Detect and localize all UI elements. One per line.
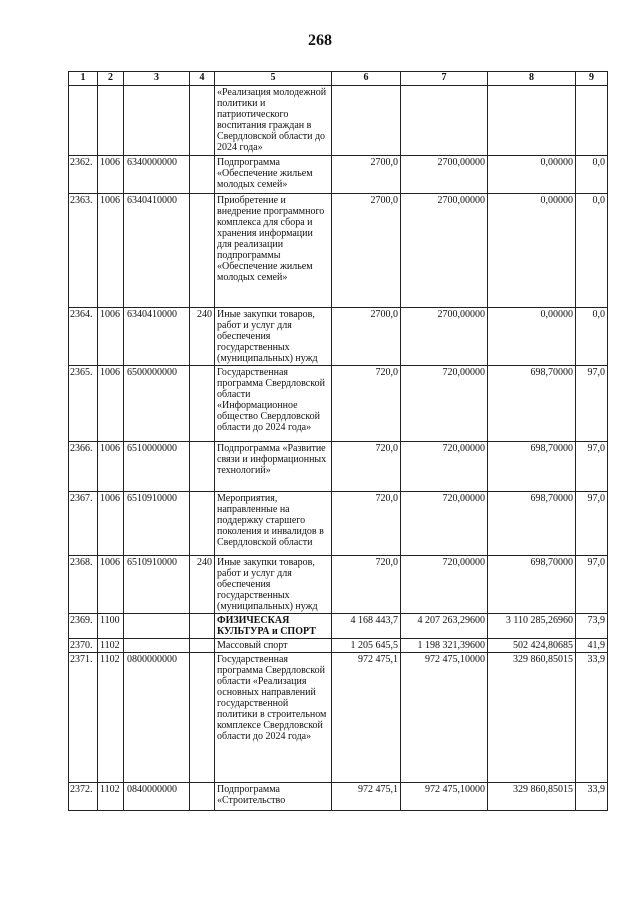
table-row bbox=[69, 653, 608, 783]
cell-plan-amount: 4 168 443,7 bbox=[332, 614, 401, 639]
cell-row-number: 2372. bbox=[69, 783, 98, 811]
cell-approved-amount: 2700,00000 bbox=[401, 308, 488, 366]
cell-expense-type bbox=[190, 653, 215, 783]
table-row bbox=[69, 556, 608, 614]
header-col-2: 2 bbox=[98, 72, 124, 86]
cell-description: Подпрограмма «Обеспечение жильем молодых семей» bbox=[215, 156, 332, 194]
cell-section-code bbox=[98, 86, 124, 156]
cell-description: Приобретение и внедрение программного комплекса для сбора и хранения информации для реализации подпрограммы «Обеспечение жильем молодых семей» bbox=[215, 194, 332, 308]
cell-executed-amount: 502 424,80685 bbox=[488, 639, 576, 653]
header-col-3: 3 bbox=[124, 72, 190, 86]
cell-section-code: 1006 bbox=[98, 492, 124, 556]
header-col-7: 7 bbox=[401, 72, 488, 86]
cell-approved-amount: 720,00000 bbox=[401, 366, 488, 442]
header-col-1: 1 bbox=[69, 72, 98, 86]
table-row bbox=[69, 614, 608, 639]
cell-executed-amount: 0,00000 bbox=[488, 194, 576, 308]
cell-section-code: 1102 bbox=[98, 653, 124, 783]
cell-plan-amount: 2700,0 bbox=[332, 194, 401, 308]
cell-approved-amount bbox=[401, 86, 488, 156]
cell-expense-type bbox=[190, 194, 215, 308]
cell-execution-percent: 73,9 bbox=[576, 614, 608, 639]
cell-executed-amount: 698,70000 bbox=[488, 442, 576, 492]
cell-row-number: 2364. bbox=[69, 308, 98, 366]
cell-target-code: 0840000000 bbox=[124, 783, 190, 811]
cell-description: Государственная программа Свердловской области «Информационное общество Свердловской области до 2024 года» bbox=[215, 366, 332, 442]
cell-execution-percent: 97,0 bbox=[576, 556, 608, 614]
cell-section-code: 1006 bbox=[98, 556, 124, 614]
cell-row-number: 2371. bbox=[69, 653, 98, 783]
table-row bbox=[69, 639, 608, 653]
cell-execution-percent: 0,0 bbox=[576, 194, 608, 308]
cell-execution-percent: 97,0 bbox=[576, 492, 608, 556]
cell-execution-percent bbox=[576, 86, 608, 156]
cell-expense-type bbox=[190, 783, 215, 811]
cell-row-number: 2366. bbox=[69, 442, 98, 492]
cell-section-code: 1006 bbox=[98, 156, 124, 194]
cell-executed-amount: 329 860,85015 bbox=[488, 653, 576, 783]
cell-approved-amount: 2700,00000 bbox=[401, 156, 488, 194]
cell-execution-percent: 33,9 bbox=[576, 653, 608, 783]
cell-executed-amount: 3 110 285,26960 bbox=[488, 614, 576, 639]
cell-section-code: 1102 bbox=[98, 783, 124, 811]
cell-section-code: 1006 bbox=[98, 308, 124, 366]
cell-executed-amount: 698,70000 bbox=[488, 492, 576, 556]
cell-plan-amount: 2700,0 bbox=[332, 156, 401, 194]
table-row bbox=[69, 366, 608, 442]
cell-plan-amount bbox=[332, 86, 401, 156]
cell-execution-percent: 97,0 bbox=[576, 366, 608, 442]
cell-description: Мероприятия, направленные на поддержку старшего поколения и инвалидов в Свердловской области bbox=[215, 492, 332, 556]
cell-expense-type bbox=[190, 366, 215, 442]
cell-approved-amount: 1 198 321,39600 bbox=[401, 639, 488, 653]
cell-target-code: 6510910000 bbox=[124, 492, 190, 556]
cell-execution-percent: 0,0 bbox=[576, 156, 608, 194]
cell-description: «Реализация молодежной политики и патриотического воспитания граждан в Свердловской области до 2024 года» bbox=[215, 86, 332, 156]
cell-row-number: 2362. bbox=[69, 156, 98, 194]
cell-row-number: 2367. bbox=[69, 492, 98, 556]
cell-target-code: 6340410000 bbox=[124, 308, 190, 366]
cell-expense-type bbox=[190, 614, 215, 639]
cell-plan-amount: 720,0 bbox=[332, 442, 401, 492]
cell-approved-amount: 972 475,10000 bbox=[401, 783, 488, 811]
cell-description: Иные закупки товаров, работ и услуг для обеспечения государственных (муниципальных) нужд bbox=[215, 308, 332, 366]
cell-approved-amount: 720,00000 bbox=[401, 556, 488, 614]
cell-section-code: 1006 bbox=[98, 366, 124, 442]
cell-expense-type bbox=[190, 639, 215, 653]
cell-description: Массовый спорт bbox=[215, 639, 332, 653]
cell-target-code: 6340410000 bbox=[124, 194, 190, 308]
cell-approved-amount: 720,00000 bbox=[401, 492, 488, 556]
table-row bbox=[69, 156, 608, 194]
cell-approved-amount: 972 475,10000 bbox=[401, 653, 488, 783]
table-row bbox=[69, 308, 608, 366]
budget-table bbox=[68, 71, 608, 811]
cell-section-code: 1102 bbox=[98, 639, 124, 653]
cell-section-code: 1100 bbox=[98, 614, 124, 639]
header-col-9: 9 bbox=[576, 72, 608, 86]
cell-plan-amount: 720,0 bbox=[332, 556, 401, 614]
cell-description: Подпрограмма «Развитие связи и информационных технологий» bbox=[215, 442, 332, 492]
header-row bbox=[69, 72, 608, 86]
cell-approved-amount: 4 207 263,29600 bbox=[401, 614, 488, 639]
cell-expense-type bbox=[190, 156, 215, 194]
cell-execution-percent: 97,0 bbox=[576, 442, 608, 492]
cell-executed-amount: 698,70000 bbox=[488, 556, 576, 614]
cell-description: ФИЗИЧЕСКАЯ КУЛЬТУРА и СПОРТ bbox=[215, 614, 332, 639]
table-row bbox=[69, 442, 608, 492]
cell-plan-amount: 1 205 645,5 bbox=[332, 639, 401, 653]
cell-executed-amount: 0,00000 bbox=[488, 308, 576, 366]
cell-plan-amount: 2700,0 bbox=[332, 308, 401, 366]
cell-row-number: 2369. bbox=[69, 614, 98, 639]
cell-execution-percent: 41,9 bbox=[576, 639, 608, 653]
cell-row-number: 2363. bbox=[69, 194, 98, 308]
cell-plan-amount: 720,0 bbox=[332, 492, 401, 556]
cell-expense-type: 240 bbox=[190, 556, 215, 614]
cell-row-number bbox=[69, 86, 98, 156]
cell-row-number: 2368. bbox=[69, 556, 98, 614]
cell-target-code: 6510000000 bbox=[124, 442, 190, 492]
table-row bbox=[69, 194, 608, 308]
cell-plan-amount: 972 475,1 bbox=[332, 783, 401, 811]
cell-executed-amount: 0,00000 bbox=[488, 156, 576, 194]
header-col-5: 5 bbox=[215, 72, 332, 86]
cell-executed-amount: 329 860,85015 bbox=[488, 783, 576, 811]
table-row bbox=[69, 783, 608, 811]
table-row bbox=[69, 86, 608, 156]
cell-executed-amount bbox=[488, 86, 576, 156]
cell-target-code: 6340000000 bbox=[124, 156, 190, 194]
cell-section-code: 1006 bbox=[98, 194, 124, 308]
cell-executed-amount: 698,70000 bbox=[488, 366, 576, 442]
cell-execution-percent: 33,9 bbox=[576, 783, 608, 811]
cell-row-number: 2370. bbox=[69, 639, 98, 653]
table-body bbox=[69, 86, 608, 811]
cell-target-code bbox=[124, 614, 190, 639]
cell-expense-type bbox=[190, 442, 215, 492]
cell-expense-type: 240 bbox=[190, 308, 215, 366]
cell-target-code: 6510910000 bbox=[124, 556, 190, 614]
cell-execution-percent: 0,0 bbox=[576, 308, 608, 366]
page-number: 268 bbox=[308, 32, 332, 49]
cell-target-code: 6500000000 bbox=[124, 366, 190, 442]
cell-section-code: 1006 bbox=[98, 442, 124, 492]
cell-approved-amount: 720,00000 bbox=[401, 442, 488, 492]
cell-target-code: 0800000000 bbox=[124, 653, 190, 783]
cell-approved-amount: 2700,00000 bbox=[401, 194, 488, 308]
cell-plan-amount: 972 475,1 bbox=[332, 653, 401, 783]
table-row bbox=[69, 492, 608, 556]
cell-expense-type bbox=[190, 86, 215, 156]
cell-target-code bbox=[124, 86, 190, 156]
cell-description: Подпрограмма «Строительство bbox=[215, 783, 332, 811]
cell-description: Государственная программа Свердловской области «Реализация основных направлений государственной политики в строительном комплексе Свердловской области до 2024 года» bbox=[215, 653, 332, 783]
cell-expense-type bbox=[190, 492, 215, 556]
cell-row-number: 2365. bbox=[69, 366, 98, 442]
header-col-8: 8 bbox=[488, 72, 576, 86]
cell-target-code bbox=[124, 639, 190, 653]
header-col-6: 6 bbox=[332, 72, 401, 86]
cell-description: Иные закупки товаров, работ и услуг для обеспечения государственных (муниципальных) нужд bbox=[215, 556, 332, 614]
header-col-4: 4 bbox=[190, 72, 215, 86]
cell-plan-amount: 720,0 bbox=[332, 366, 401, 442]
